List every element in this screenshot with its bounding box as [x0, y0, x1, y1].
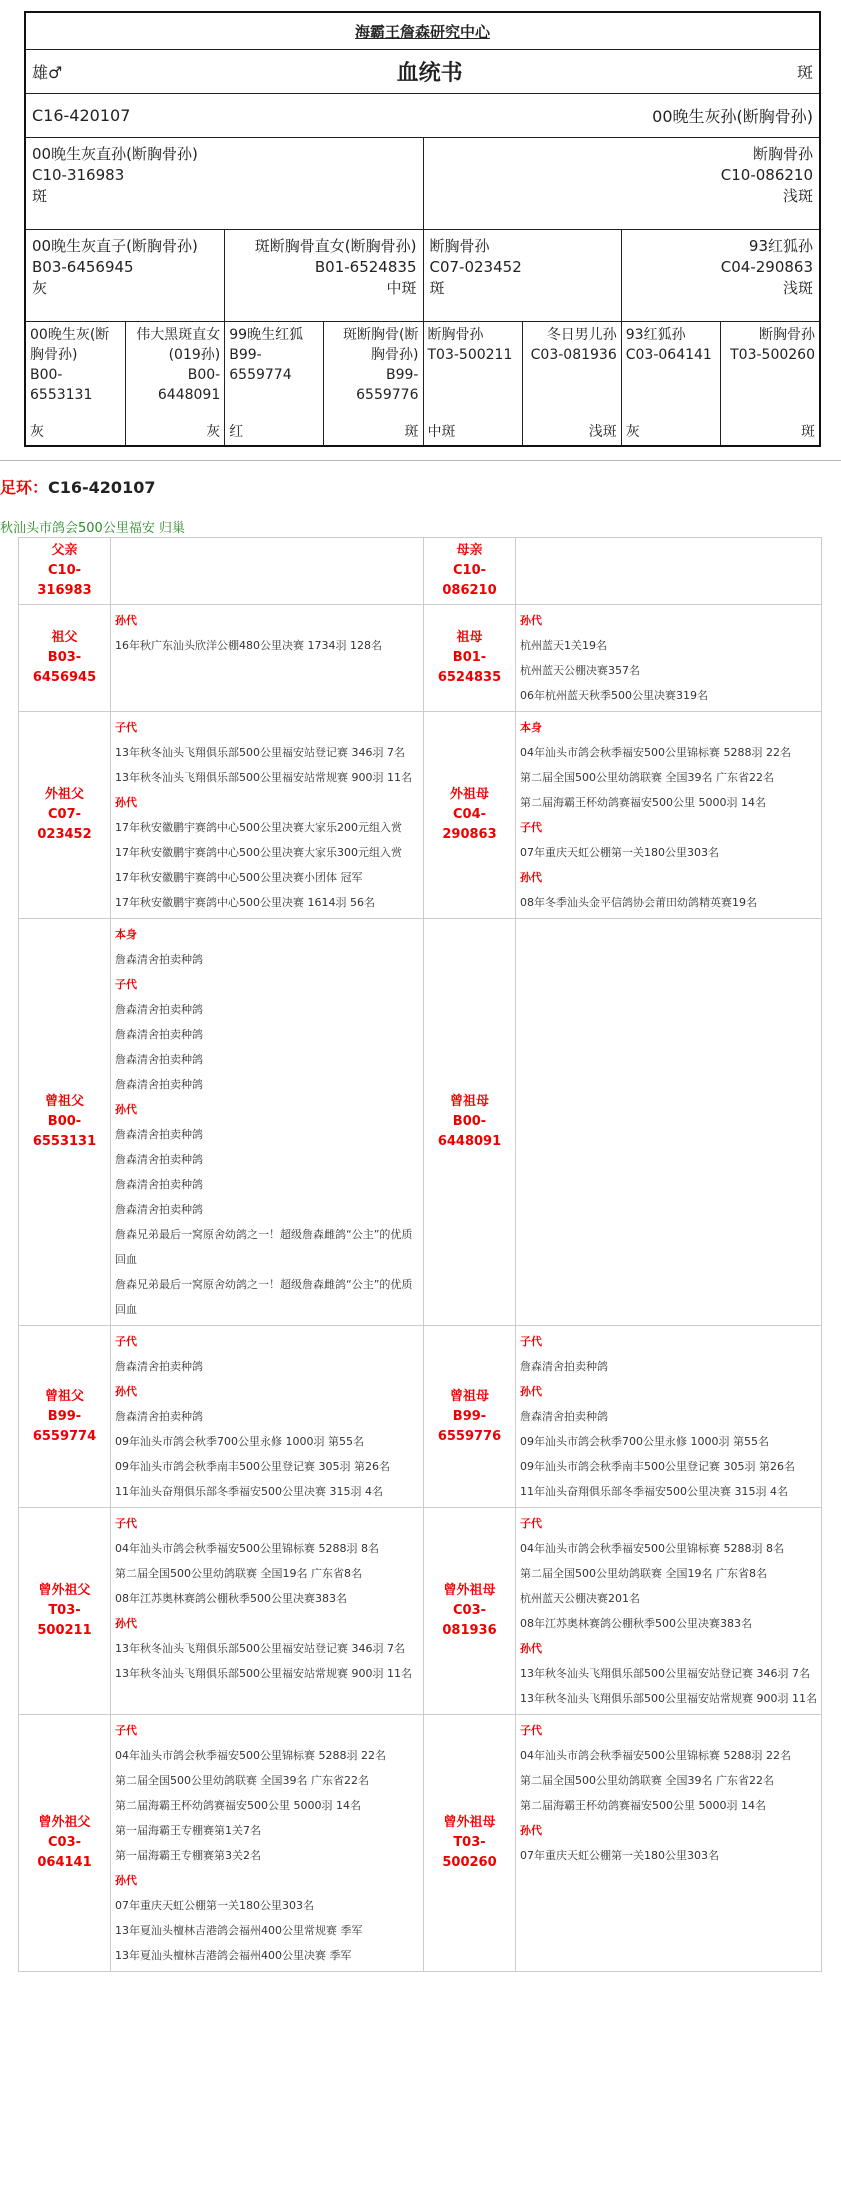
achievement-item: 17年秋安徽鹏宇赛鸽中心500公里决赛小团体 冠军 — [115, 871, 363, 884]
generation-label: 孙代 — [520, 614, 542, 627]
achievement-item: 04年汕头市鸽会秋季福安500公里锦标赛 5288羽 22名 — [520, 1749, 791, 1762]
gen3-color: 斑 — [404, 424, 419, 440]
achievement-item: 詹森清舍拍卖种鸽 — [115, 1003, 203, 1016]
achievement-item: 第二届全国500公里幼鸽联赛 全国39名 广东省22名 — [115, 1774, 369, 1787]
ancestor-relation: 曾祖父 — [44, 1388, 84, 1404]
achievement-item: 第二届海霸王杯幼鸽赛福安500公里 5000羽 14名 — [520, 796, 766, 809]
gen3-footer — [130, 422, 220, 442]
gen3-text: 99晚生红狐 — [229, 327, 304, 343]
ancestor-notes-cell — [516, 605, 822, 712]
gen3-text: B99- — [386, 367, 419, 383]
gen3-text: T03-500211 — [427, 347, 513, 363]
ancestor-name-cell — [19, 712, 111, 919]
gen3-text: 6448091 — [157, 387, 221, 403]
achievement-item: 第二届全国500公里幼鸽联赛 全国39名 广东省22名 — [520, 771, 774, 784]
ancestor-name-cell — [424, 1508, 516, 1715]
gen2-ring: C04-290863 — [720, 258, 813, 276]
dam-color: 浅斑 — [782, 187, 813, 205]
ancestor-name-cell — [19, 538, 111, 605]
ring-value: C16-420107 — [48, 478, 156, 497]
ancestor-ring: C03-064141 — [37, 1835, 92, 1870]
gen3-color: 灰 — [625, 424, 640, 440]
generation-label: 子代 — [520, 1517, 542, 1530]
achievement-item: 13年秋冬汕头飞翔俱乐部500公里福安站常规赛 900羽 11名 — [115, 771, 412, 784]
color-label: 斑 — [796, 63, 813, 82]
ancestor-ring: B01-6524835 — [437, 650, 502, 685]
gen3-color: 中斑 — [427, 424, 456, 440]
achievement-item: 07年重庆天虹公棚第一关180公里303名 — [115, 1899, 314, 1912]
ancestor-notes-cell — [111, 538, 424, 605]
generation-label: 子代 — [520, 1335, 542, 1348]
achievement-item: 詹森清舍拍卖种鸽 — [115, 1128, 203, 1141]
gen3-text: (019孙) — [168, 347, 221, 363]
ancestor-notes-cell — [516, 712, 822, 919]
generation-label: 孙代 — [115, 614, 137, 627]
achievement-item: 第二届全国500公里幼鸽联赛 全国39名 广东省22名 — [520, 1774, 774, 1787]
gen3-cell — [522, 322, 621, 445]
gen3-footer — [328, 422, 418, 442]
ancestor-relation: 外祖父 — [44, 787, 84, 802]
gen3-text: 00晚生灰(断 — [30, 327, 110, 343]
gen3-text: 6559776 — [356, 387, 419, 403]
gen2-color: 斑 — [429, 279, 445, 297]
ancestor-name-cell — [19, 1715, 111, 1972]
ancestor-relation: 母亲 — [456, 543, 483, 558]
generation-label: 本身 — [520, 721, 542, 734]
gen2-cell — [26, 230, 224, 321]
generation-label: 孙代 — [520, 1385, 542, 1398]
generation-label: 本身 — [115, 928, 137, 941]
achievement-item: 17年秋安徽鹏宇赛鸽中心500公里决赛大家乐200元组入赏 — [115, 821, 402, 834]
achievement-item: 詹森清舍拍卖种鸽 — [115, 1028, 203, 1041]
gen3-color: 浅斑 — [588, 424, 617, 440]
gen3-text: 93红狐孙 — [625, 327, 686, 343]
achievement-item: 04年汕头市鸽会秋季福安500公里锦标赛 5288羽 8名 — [115, 1542, 379, 1555]
sire-desc: 00晚生灰直孙(断胸骨孙) — [32, 145, 198, 163]
ring-label: 足环： — [0, 478, 49, 497]
ancestor-ring: C03-081936 — [442, 1603, 497, 1638]
gen3-color: 灰 — [30, 424, 44, 440]
gen2-cell — [224, 230, 422, 321]
ancestor-notes-cell — [111, 1715, 424, 1972]
ancestor-notes-cell — [516, 1715, 822, 1972]
loft-result-line: 秋汕头市鸽会500公里福安 归巢 — [0, 521, 185, 536]
ancestor-relation: 祖母 — [456, 630, 483, 645]
generation-label: 孙代 — [115, 1385, 137, 1398]
achievement-item: 11年汕头奋翔俱乐部冬季福安500公里决赛 315羽 4名 — [115, 1485, 383, 1498]
achievement-item: 杭州蓝天公棚决赛357名 — [520, 664, 640, 677]
ancestor-ring: T03-500260 — [442, 1835, 497, 1870]
ancestor-name-cell — [19, 1326, 111, 1508]
gen3-text: B99- — [229, 347, 262, 363]
generation-label: 子代 — [115, 1724, 137, 1737]
generation-label: 子代 — [520, 821, 542, 834]
ancestor-ring: B00-6448091 — [437, 1114, 502, 1149]
achievement-item: 09年汕头市鸽会秋季700公里永修 1000羽 第55名 — [115, 1435, 364, 1448]
gen3-cell — [224, 322, 323, 445]
ancestor-relation: 曾外祖母 — [443, 1815, 496, 1830]
detail-row — [19, 538, 822, 605]
gen2-desc: 断胸骨孙 — [429, 237, 490, 255]
achievement-item: 詹森清舍拍卖种鸽 — [115, 1178, 203, 1191]
achievement-item: 詹森清舍拍卖种鸽 — [115, 1360, 203, 1373]
achievement-item: 13年夏汕头檀林吉港鸽会福州400公里决赛 季军 — [115, 1949, 352, 1962]
achievement-item: 第一届海霸王专棚赛第1关7名 — [115, 1824, 261, 1837]
ancestor-notes-cell — [111, 919, 424, 1326]
dam-ring: C10-086210 — [720, 166, 813, 184]
gen3-footer — [229, 422, 319, 442]
self-row — [26, 93, 819, 137]
sire-cell — [26, 138, 423, 229]
ancestor-ring: B99-6559776 — [437, 1408, 502, 1444]
generation-label: 孙代 — [115, 1617, 137, 1630]
achievement-item: 08年江苏奥林赛鸽公棚秋季500公里决赛383名 — [520, 1617, 752, 1630]
gen3-text: 冬日男儿孙 — [546, 327, 617, 343]
gen3-text: B00- — [187, 367, 221, 383]
achievement-item: 09年汕头市鸽会秋季700公里永修 1000羽 第55名 — [520, 1435, 769, 1448]
gen3-cell — [720, 322, 819, 445]
ring-number-line — [0, 475, 155, 498]
gen2-desc: 斑断胸骨直女(断胸骨孙) — [254, 237, 417, 255]
generation-label: 子代 — [115, 1517, 137, 1530]
gen3-text: T03-500260 — [730, 347, 815, 363]
achievement-item: 第二届全国500公里幼鸽联赛 全国19名 广东省8名 — [115, 1567, 362, 1580]
achievement-item: 杭州蓝天公棚决赛201名 — [520, 1592, 640, 1605]
achievement-item: 詹森清舍拍卖种鸽 — [520, 1360, 608, 1373]
achievement-item: 16年秋广东汕头欣洋公棚480公里决赛 1734羽 128名 — [115, 639, 382, 652]
gen3-cell — [26, 322, 125, 445]
gen3-footer — [626, 422, 716, 442]
achievement-item: 13年秋冬汕头飞翔俱乐部500公里福安站常规赛 900羽 11名 — [115, 1667, 412, 1680]
achievement-item: 第二届海霸王杯幼鸽赛福安500公里 5000羽 14名 — [520, 1799, 766, 1812]
ancestor-relation: 曾外祖母 — [443, 1583, 496, 1598]
section-divider — [0, 460, 841, 461]
achievement-item: 09年汕头市鸽会秋季南丰500公里登记赛 305羽 第26名 — [520, 1460, 795, 1473]
detail-row — [19, 712, 822, 919]
document-title: 血统书 — [396, 61, 463, 86]
gen2-ring: B03-6456945 — [32, 258, 134, 276]
gen3-text: 伟大黑斑直女 — [136, 327, 221, 343]
dam-cell — [423, 138, 820, 229]
sire-color: 斑 — [32, 187, 48, 205]
gen2-color: 灰 — [32, 279, 48, 297]
achievement-item: 07年重庆天虹公棚第一关180公里303名 — [520, 846, 719, 859]
ancestor-ring: C07-023452 — [37, 807, 92, 842]
gen3-cell — [125, 322, 224, 445]
ancestor-name-cell — [19, 919, 111, 1326]
ancestor-name-cell — [424, 712, 516, 919]
achievement-item: 13年夏汕头檀林吉港鸽会福州400公里常规赛 季军 — [115, 1924, 363, 1937]
ancestor-notes-cell — [111, 605, 424, 712]
gen3-color: 斑 — [801, 424, 815, 440]
ancestor-relation: 曾祖母 — [449, 1094, 489, 1109]
ancestor-ring: C10-086210 — [442, 563, 497, 598]
self-desc: 00晚生灰孙(断胸骨孙) — [652, 107, 813, 126]
achievement-item: 第一届海霸王专棚赛第3关2名 — [115, 1849, 261, 1862]
gen3-footer — [527, 422, 617, 442]
detail-row — [19, 1508, 822, 1715]
gen2-cell — [423, 230, 621, 321]
gen3-text: C03-064141 — [625, 347, 712, 363]
achievement-item: 04年汕头市鸽会秋季福安500公里锦标赛 5288羽 22名 — [115, 1749, 386, 1762]
generation-label: 孙代 — [520, 1642, 542, 1655]
gen3-text: C03-081936 — [530, 347, 617, 363]
achievement-item: 17年秋安徽鹏宇赛鸽中心500公里决赛大家乐300元组入赏 — [115, 846, 402, 859]
dam-desc: 断胸骨孙 — [752, 145, 813, 163]
gen2-desc: 93红狐孙 — [748, 237, 813, 255]
achievement-item: 杭州蓝天1关19名 — [520, 639, 607, 652]
achievement-item: 17年秋安徽鹏宇赛鸽中心500公里决赛 1614羽 56名 — [115, 896, 375, 909]
ancestor-name-cell — [424, 919, 516, 1326]
gen3-text: 断胸骨孙 — [427, 327, 484, 343]
ancestor-name-cell — [424, 1326, 516, 1508]
generation-3-row — [26, 321, 819, 445]
certificate-title-row — [26, 13, 819, 49]
detail-row — [19, 1326, 822, 1508]
achievement-item: 詹森兄弟最后一窝原舍幼鸽之一！超级詹森雌鸽“公主”的优质回血 — [115, 1278, 413, 1316]
ancestor-notes-cell — [516, 1508, 822, 1715]
achievement-item: 詹森兄弟最后一窝原舍幼鸽之一！超级詹森雌鸽“公主”的优质回血 — [115, 1228, 413, 1266]
gen3-cell — [323, 322, 422, 445]
achievement-item: 13年秋冬汕头飞翔俱乐部500公里福安站登记赛 346羽 7名 — [115, 1642, 405, 1655]
sire-ring: C10-316983 — [32, 166, 125, 184]
achievement-item: 第二届全国500公里幼鸽联赛 全国19名 广东省8名 — [520, 1567, 767, 1580]
ancestor-ring: B00-6553131 — [32, 1114, 97, 1149]
ancestor-name-cell — [424, 1715, 516, 1972]
ancestor-relation: 父亲 — [51, 543, 78, 558]
achievement-item: 08年江苏奥林赛鸽公棚秋季500公里决赛383名 — [115, 1592, 347, 1605]
achievement-item: 09年汕头市鸽会秋季南丰500公里登记赛 305羽 第26名 — [115, 1460, 390, 1473]
generation-label: 孙代 — [520, 1824, 542, 1837]
generation-label: 孙代 — [520, 871, 542, 884]
gen3-text: 斑断胸骨(断 — [343, 327, 419, 343]
gen3-color: 红 — [229, 424, 244, 440]
gen3-cell — [621, 322, 720, 445]
achievement-item: 詹森清舍拍卖种鸽 — [520, 1410, 608, 1423]
generation-label: 子代 — [520, 1724, 542, 1737]
generation-label: 孙代 — [115, 796, 137, 809]
gen2-color: 中斑 — [386, 279, 417, 297]
gen3-text: B00- — [30, 367, 63, 383]
achievement-item: 04年汕头市鸽会秋季福安500公里锦标赛 5288羽 8名 — [520, 1542, 784, 1555]
gen3-text: 6553131 — [30, 387, 93, 403]
generation-label: 子代 — [115, 1335, 137, 1348]
ancestor-notes-cell — [111, 712, 424, 919]
achievement-item: 07年重庆天虹公棚第一关180公里303名 — [520, 1849, 719, 1862]
generation-label: 孙代 — [115, 1103, 137, 1116]
ancestor-relation: 祖父 — [51, 630, 78, 645]
achievement-item: 13年秋冬汕头飞翔俱乐部500公里福安站登记赛 346羽 7名 — [520, 1667, 810, 1680]
ancestor-name-cell — [424, 605, 516, 712]
gen2-ring: C07-023452 — [429, 258, 522, 276]
achievement-item: 13年秋冬汕头飞翔俱乐部500公里福安站常规赛 900羽 11名 — [520, 1692, 817, 1705]
ancestor-ring: C04-290863 — [442, 807, 497, 842]
gen3-text: 胸骨孙) — [371, 347, 419, 363]
achievement-item: 11年汕头奋翔俱乐部冬季福安500公里决赛 315羽 4名 — [520, 1485, 788, 1498]
ancestor-relation: 曾外祖父 — [38, 1815, 91, 1830]
generation-label: 子代 — [115, 978, 137, 991]
gen3-text: 断胸骨孙 — [759, 327, 815, 343]
ancestor-notes-cell — [516, 919, 822, 1326]
ancestor-ring: B03-6456945 — [32, 650, 97, 685]
gen2-cell — [621, 230, 819, 321]
achievement-item: 詹森清舍拍卖种鸽 — [115, 1410, 203, 1423]
detail-row — [19, 1715, 822, 1972]
ancestor-notes-cell — [111, 1326, 424, 1508]
center-name-link[interactable]: 海霸王詹森研究中心 — [354, 22, 490, 41]
ancestor-ring: T03-500211 — [37, 1603, 92, 1638]
gen3-footer — [428, 422, 518, 442]
gen2-ring: B01-6524835 — [314, 258, 417, 276]
ancestor-name-cell — [19, 605, 111, 712]
generation-label: 子代 — [115, 721, 137, 734]
generation-1-row — [26, 137, 819, 229]
self-ring: C16-420107 — [32, 106, 131, 125]
achievement-item: 詹森清舍拍卖种鸽 — [115, 1203, 203, 1216]
ancestor-notes-cell — [516, 538, 822, 605]
ancestor-relation: 外祖母 — [449, 787, 489, 802]
ancestor-relation: 曾祖父 — [44, 1094, 84, 1109]
gen3-text: 胸骨孙) — [30, 347, 78, 363]
ancestor-name-cell — [424, 538, 516, 605]
ancestor-name-cell — [19, 1508, 111, 1715]
certificate-header-row — [26, 49, 819, 93]
generation-label: 孙代 — [115, 1874, 137, 1887]
gen3-footer — [725, 422, 815, 442]
achievement-item: 13年秋冬汕头飞翔俱乐部500公里福安站登记赛 346羽 7名 — [115, 746, 405, 759]
gen2-color: 浅斑 — [782, 279, 813, 297]
ancestor-notes-cell — [516, 1326, 822, 1508]
achievement-item: 詹森清舍拍卖种鸽 — [115, 1053, 203, 1066]
detail-row — [19, 605, 822, 712]
ancestor-ring: C10-316983 — [37, 563, 92, 598]
achievement-item: 詹森清舍拍卖种鸽 — [115, 1078, 203, 1091]
achievement-item: 04年汕头市鸽会秋季福安500公里锦标赛 5288羽 22名 — [520, 746, 791, 759]
ancestor-notes-cell — [111, 1508, 424, 1715]
gen2-desc: 00晚生灰直子(断胸骨孙) — [32, 237, 198, 255]
gen3-text: 6559774 — [229, 367, 292, 383]
achievement-item: 08年冬季汕头金平信鸽协会莆田幼鸽精英赛19名 — [520, 896, 757, 909]
ancestor-ring: B99-6559774 — [32, 1408, 97, 1444]
gen3-footer — [30, 422, 121, 442]
achievement-item: 詹森清舍拍卖种鸽 — [115, 1153, 203, 1166]
achievement-item: 06年杭州蓝天秋季500公里决赛319名 — [520, 689, 708, 702]
sex-label: 雄♂ — [32, 63, 63, 82]
gen3-cell — [423, 322, 522, 445]
ancestor-relation: 曾外祖父 — [38, 1583, 91, 1598]
pedigree-certificate — [24, 11, 821, 447]
gen3-color: 灰 — [206, 424, 221, 440]
achievement-item: 第二届海霸王杯幼鸽赛福安500公里 5000羽 14名 — [115, 1799, 361, 1812]
ancestor-detail-table — [18, 537, 822, 1972]
achievement-item: 詹森清舍拍卖种鸽 — [115, 953, 203, 966]
generation-2-row — [26, 229, 819, 321]
detail-row — [19, 919, 822, 1326]
ancestor-relation: 曾祖母 — [449, 1388, 489, 1404]
